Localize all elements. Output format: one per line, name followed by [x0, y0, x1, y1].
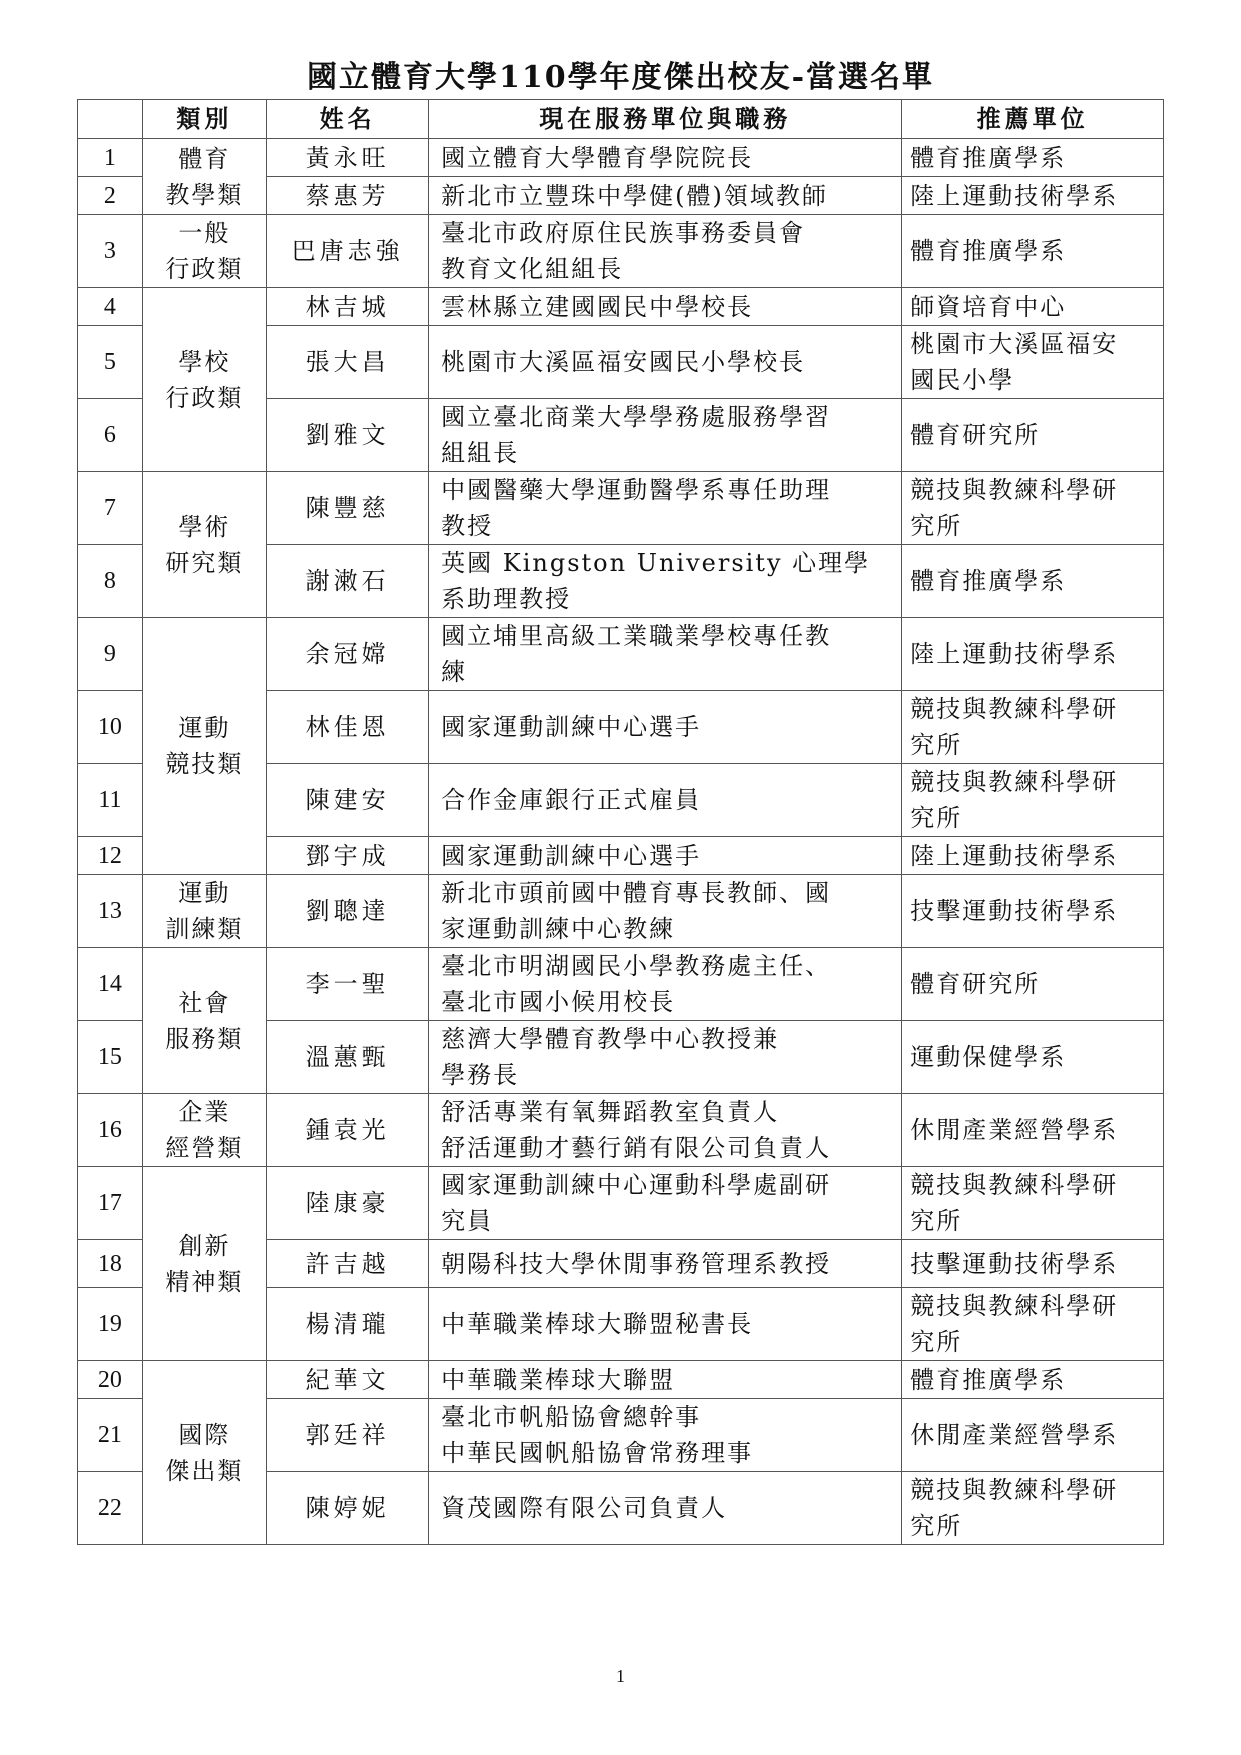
row-number: 1 — [78, 139, 143, 177]
text-line: 競技與教練科學研 — [910, 1292, 1119, 1320]
alumni-name: 余冠嫦 — [267, 618, 429, 691]
alumni-name: 陳豐慈 — [267, 472, 429, 545]
table-row — [78, 288, 1164, 326]
recommending-unit-cell — [902, 545, 1164, 618]
text-line: 學校 — [178, 347, 231, 376]
alumni-name: 鄧宇成 — [267, 837, 429, 875]
text-line: 研究類 — [165, 548, 244, 577]
text-line: 訓練類 — [165, 915, 244, 943]
alumni-name: 鍾袁光 — [267, 1094, 429, 1167]
text-line: 企業 — [178, 1098, 231, 1126]
row-number: 15 — [78, 1021, 143, 1094]
header-number — [78, 100, 143, 139]
row-number: 22 — [78, 1472, 143, 1545]
row-number: 6 — [78, 399, 143, 472]
text-line: 舒活專業有氧舞蹈教室負責人 — [441, 1098, 780, 1126]
alumni-name: 林佳恩 — [267, 691, 429, 764]
position-cell — [429, 837, 902, 875]
text-line: 舒活運動才藝行銷有限公司負責人 — [441, 1134, 832, 1162]
row-number: 4 — [78, 288, 143, 326]
row-number: 19 — [78, 1288, 143, 1361]
alumni-name: 李一聖 — [267, 948, 429, 1021]
header-position: 現在服務單位與職務 — [429, 100, 902, 139]
text-line: 競技類 — [165, 750, 244, 778]
position-cell — [429, 1472, 902, 1545]
recommending-unit-cell — [902, 1399, 1164, 1472]
row-number: 13 — [78, 875, 143, 948]
recommending-unit-cell — [902, 875, 1164, 948]
alumni-name: 蔡惠芳 — [267, 177, 429, 215]
text-line: 新北市頭前國中體育專長教師、國 — [441, 879, 832, 907]
category-cell — [142, 1167, 266, 1361]
recommending-unit-cell — [902, 215, 1164, 288]
text-line: 運動 — [178, 879, 231, 907]
row-number: 21 — [78, 1399, 143, 1472]
text-line: 家運動訓練中心教練 — [441, 915, 676, 943]
position-cell — [429, 1240, 902, 1288]
table-row — [78, 618, 1164, 691]
alumni-name: 郭廷祥 — [267, 1399, 429, 1472]
position-cell — [429, 1361, 902, 1399]
text-line: 國立臺北商業大學學務處服務學習 — [441, 403, 832, 431]
recommending-unit-cell — [902, 764, 1164, 837]
table-row — [78, 1361, 1164, 1399]
text-line: 究所 — [910, 512, 963, 540]
row-number: 3 — [78, 215, 143, 288]
text-line: 資茂國際有限公司負責人 — [441, 1494, 728, 1522]
alumni-name: 紀華文 — [267, 1361, 429, 1399]
text-line: 競技與教練科學研 — [910, 768, 1119, 796]
text-line: 競技與教練科學研 — [910, 476, 1119, 504]
page-title: 國立體育大學110學年度傑出校友-當選名單 — [306, 60, 935, 95]
text-line: 技擊運動技術學系 — [910, 1249, 1119, 1278]
row-number: 18 — [78, 1240, 143, 1288]
text-line: 休閒產業經營學系 — [910, 1421, 1119, 1449]
row-number: 17 — [78, 1167, 143, 1240]
position-cell — [429, 288, 902, 326]
text-line: 休閒產業經營學系 — [910, 1116, 1119, 1144]
row-number: 7 — [78, 472, 143, 545]
position-cell — [429, 1167, 902, 1240]
text-line: 體育推廣學系 — [910, 143, 1067, 172]
position-cell — [429, 618, 902, 691]
position-cell — [429, 875, 902, 948]
text-line: 究員 — [441, 1207, 494, 1235]
text-line: 國立體育大學體育學院院長 — [441, 143, 754, 172]
text-line: 體育 — [178, 144, 231, 173]
position-cell — [429, 1094, 902, 1167]
category-cell — [142, 875, 266, 948]
text-line: 體育研究所 — [910, 421, 1041, 449]
text-line: 體育推廣學系 — [910, 567, 1067, 595]
alumni-name: 黃永旺 — [267, 139, 429, 177]
text-line: 師資培育中心 — [910, 292, 1067, 321]
row-number: 12 — [78, 837, 143, 875]
row-number: 2 — [78, 177, 143, 215]
text-line: 國立埔里高級工業職業學校專任教 — [441, 622, 832, 650]
text-line: 中華民國帆船協會常務理事 — [441, 1439, 754, 1467]
text-line: 體育研究所 — [910, 970, 1041, 998]
position-cell — [429, 764, 902, 837]
text-line: 國家運動訓練中心選手 — [441, 841, 702, 870]
text-line: 一般 — [178, 219, 231, 247]
text-line: 究所 — [910, 1512, 963, 1540]
alumni-name: 張大昌 — [267, 326, 429, 399]
text-line: 組組長 — [441, 439, 520, 467]
text-line: 教育文化組組長 — [441, 255, 624, 283]
table-row — [78, 875, 1164, 948]
category-cell — [142, 1361, 266, 1545]
text-line: 英國 Kingston University 心理學 — [441, 549, 871, 577]
text-line: 行政類 — [165, 383, 244, 412]
recommending-unit-cell — [902, 1094, 1164, 1167]
recommending-unit-cell — [902, 837, 1164, 875]
category-cell — [142, 948, 266, 1094]
text-line: 陸上運動技術學系 — [910, 640, 1119, 668]
text-line: 社會 — [178, 988, 231, 1017]
text-line: 學務長 — [441, 1061, 520, 1089]
recommending-unit-cell — [902, 139, 1164, 177]
text-line: 競技與教練科學研 — [910, 1171, 1119, 1199]
text-line: 臺北市明湖國民小學教務處主任、 — [441, 952, 832, 980]
text-line: 傑出類 — [165, 1456, 244, 1485]
alumni-table — [77, 99, 1164, 1545]
alumni-name: 劉雅文 — [267, 399, 429, 472]
text-line: 中國醫藥大學運動醫學系專任助理 — [441, 476, 832, 504]
row-number: 9 — [78, 618, 143, 691]
text-line: 國際 — [178, 1420, 231, 1449]
text-line: 體育推廣學系 — [910, 1365, 1067, 1394]
text-line: 臺北市國小候用校長 — [441, 988, 676, 1016]
text-line: 行政類 — [165, 255, 244, 283]
header-category: 類別 — [142, 100, 266, 139]
text-line: 陸上運動技術學系 — [910, 841, 1119, 870]
recommending-unit-cell — [902, 1240, 1164, 1288]
position-cell — [429, 1288, 902, 1361]
recommending-unit-cell — [902, 288, 1164, 326]
text-line: 究所 — [910, 1207, 963, 1235]
row-number: 5 — [78, 326, 143, 399]
recommending-unit-cell — [902, 1472, 1164, 1545]
recommending-unit-cell — [902, 472, 1164, 545]
category-cell — [142, 215, 266, 288]
row-number: 16 — [78, 1094, 143, 1167]
text-line: 系助理教授 — [441, 585, 572, 613]
alumni-name: 陳婷妮 — [267, 1472, 429, 1545]
position-cell — [429, 139, 902, 177]
table-header-row — [78, 100, 1164, 139]
table-row — [78, 948, 1164, 1021]
alumni-name: 林吉城 — [267, 288, 429, 326]
recommending-unit-cell — [902, 1167, 1164, 1240]
text-line: 教學類 — [165, 180, 244, 209]
category-cell — [142, 1094, 266, 1167]
text-line: 精神類 — [165, 1267, 244, 1296]
header-recommending-unit: 推薦單位 — [902, 100, 1164, 139]
text-line: 慈濟大學體育教學中心教授兼 — [441, 1025, 780, 1053]
recommending-unit-cell — [902, 177, 1164, 215]
text-line: 服務類 — [165, 1024, 244, 1053]
row-number: 11 — [78, 764, 143, 837]
category-cell — [142, 139, 266, 215]
recommending-unit-cell — [902, 1021, 1164, 1094]
text-line: 究所 — [910, 804, 963, 832]
text-line: 競技與教練科學研 — [910, 695, 1119, 723]
text-line: 合作金庫銀行正式雇員 — [441, 786, 702, 814]
alumni-name: 巴唐志強 — [267, 215, 429, 288]
header-name: 姓名 — [267, 100, 429, 139]
text-line: 競技與教練科學研 — [910, 1476, 1119, 1504]
recommending-unit-cell — [902, 1288, 1164, 1361]
table-row — [78, 1094, 1164, 1167]
recommending-unit-cell — [902, 948, 1164, 1021]
text-line: 朝陽科技大學休閒事務管理系教授 — [441, 1249, 832, 1278]
category-cell — [142, 618, 266, 875]
text-line: 中華職業棒球大聯盟 — [441, 1365, 676, 1394]
category-cell — [142, 472, 266, 618]
recommending-unit-cell — [902, 1361, 1164, 1399]
table-row — [78, 139, 1164, 177]
table-row — [78, 472, 1164, 545]
alumni-name: 陳建安 — [267, 764, 429, 837]
text-line: 桃園市大溪區福安國民小學校長 — [441, 348, 806, 376]
text-line: 桃園市大溪區福安 — [910, 330, 1119, 358]
text-line: 中華職業棒球大聯盟秘書長 — [441, 1310, 754, 1338]
position-cell — [429, 948, 902, 1021]
text-line: 教授 — [441, 512, 494, 540]
position-cell — [429, 177, 902, 215]
text-line: 雲林縣立建國國民中學校長 — [441, 292, 754, 321]
text-line: 陸上運動技術學系 — [910, 181, 1119, 210]
position-cell — [429, 691, 902, 764]
table-row — [78, 215, 1164, 288]
text-line: 新北市立豐珠中學健(體)領域教師 — [441, 181, 828, 210]
recommending-unit-cell — [902, 618, 1164, 691]
page-number: 1 — [616, 1666, 625, 1686]
alumni-name: 溫蕙甄 — [267, 1021, 429, 1094]
text-line: 學術 — [178, 512, 231, 541]
position-cell — [429, 1021, 902, 1094]
row-number: 14 — [78, 948, 143, 1021]
alumni-name: 謝潄石 — [267, 545, 429, 618]
alumni-name: 楊清瓏 — [267, 1288, 429, 1361]
position-cell — [429, 215, 902, 288]
text-line: 臺北市政府原住民族事務委員會 — [441, 219, 806, 247]
recommending-unit-cell — [902, 326, 1164, 399]
text-line: 運動保健學系 — [910, 1043, 1067, 1071]
alumni-name: 劉聰達 — [267, 875, 429, 948]
text-line: 技擊運動技術學系 — [910, 897, 1119, 925]
position-cell — [429, 1399, 902, 1472]
position-cell — [429, 326, 902, 399]
text-line: 國家運動訓練中心選手 — [441, 713, 702, 741]
text-line: 經營類 — [165, 1134, 244, 1162]
text-line: 體育推廣學系 — [910, 237, 1067, 265]
text-line: 創新 — [178, 1231, 231, 1260]
recommending-unit-cell — [902, 691, 1164, 764]
text-line: 練 — [441, 658, 468, 686]
position-cell — [429, 472, 902, 545]
text-line: 究所 — [910, 731, 963, 759]
row-number: 10 — [78, 691, 143, 764]
recommending-unit-cell — [902, 399, 1164, 472]
text-line: 國家運動訓練中心運動科學處副研 — [441, 1171, 832, 1199]
row-number: 8 — [78, 545, 143, 618]
text-line: 運動 — [178, 714, 231, 742]
text-line: 國民小學 — [910, 366, 1015, 394]
alumni-name: 許吉越 — [267, 1240, 429, 1288]
position-cell — [429, 545, 902, 618]
category-cell — [142, 288, 266, 472]
text-line: 究所 — [910, 1328, 963, 1356]
position-cell — [429, 399, 902, 472]
text-line: 臺北市帆船協會總幹事 — [441, 1403, 702, 1431]
alumni-name: 陸康豪 — [267, 1167, 429, 1240]
row-number: 20 — [78, 1361, 143, 1399]
table-row — [78, 1167, 1164, 1240]
